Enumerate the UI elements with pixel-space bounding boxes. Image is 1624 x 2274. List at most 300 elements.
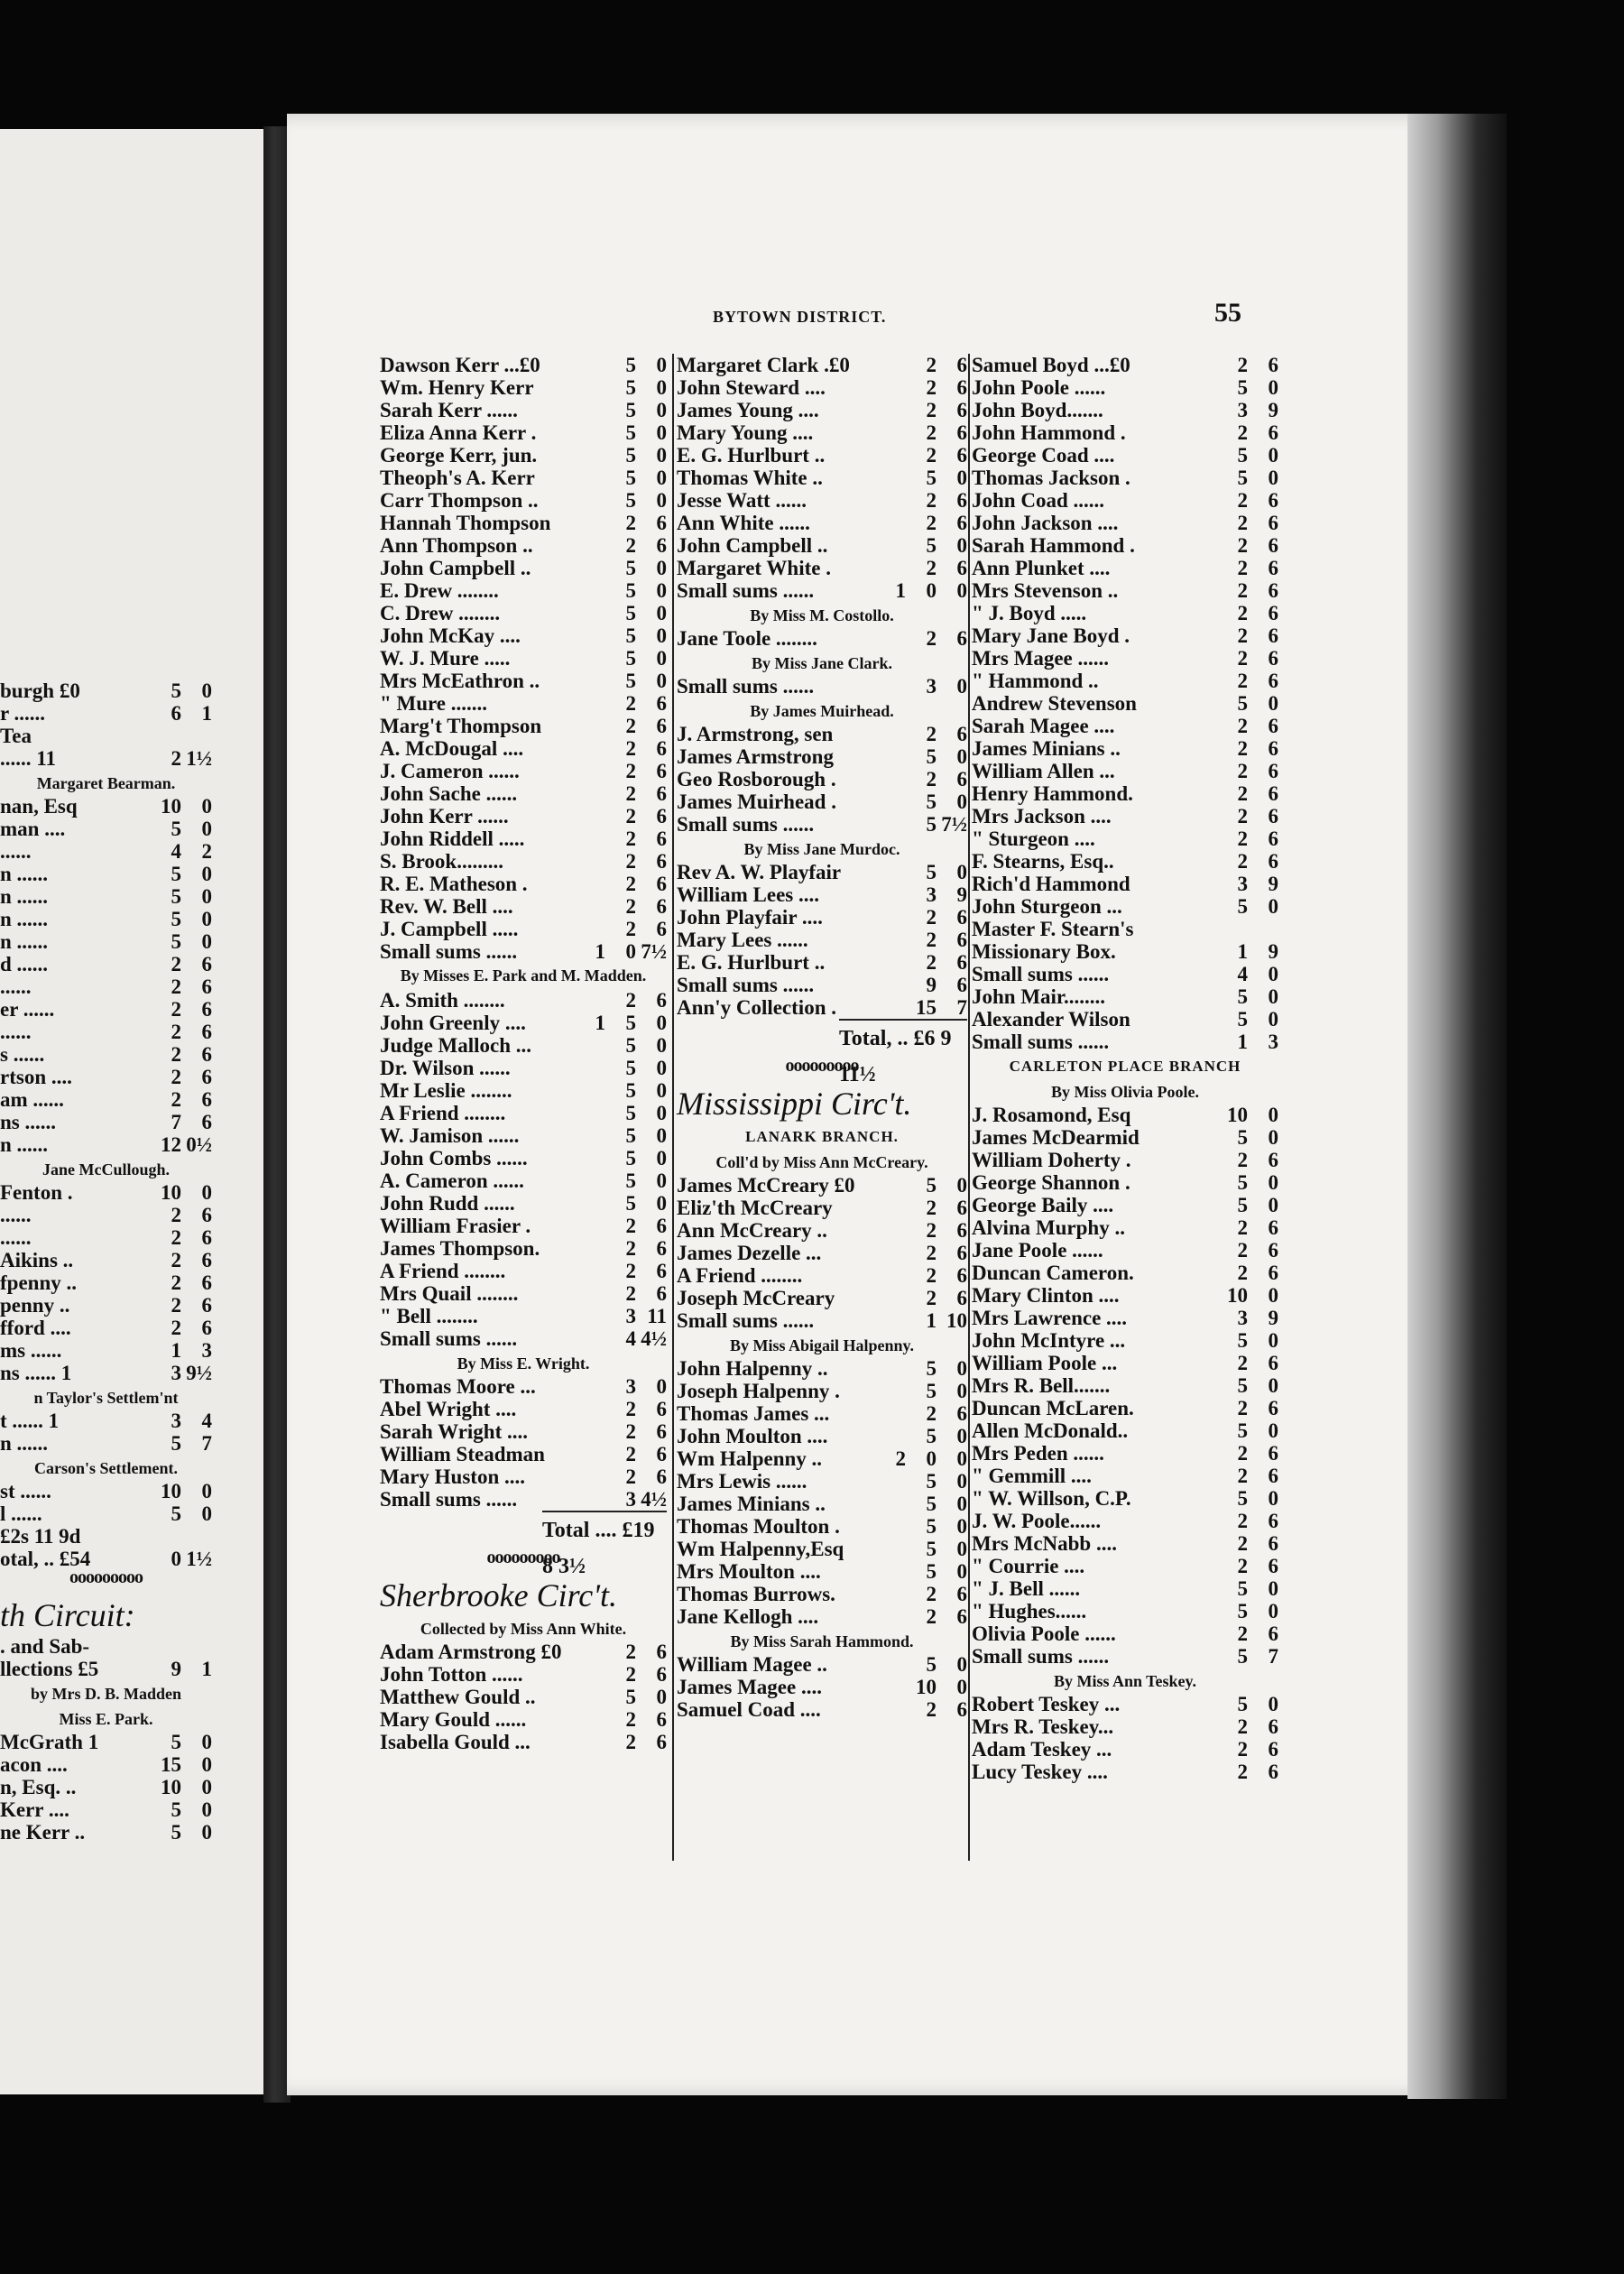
subscriber-row [677, 354, 967, 376]
subscriber-name: Small sums ...... [380, 1327, 518, 1350]
pounds-value [586, 399, 605, 421]
shillings-value: 2 [1237, 624, 1248, 647]
shillings-value: 5 [926, 1380, 937, 1402]
pounds-value [1197, 1262, 1217, 1284]
subscriber-name: John Kerr ...... [380, 805, 509, 827]
pence-value: 6 [1268, 1397, 1278, 1419]
pence-value: 0 [1268, 1419, 1278, 1442]
subscriber-name: J. Armstrong, sen [677, 723, 834, 745]
pounds-value [586, 1260, 605, 1282]
pence-value: 0 [1268, 1693, 1278, 1715]
subscriber-row [0, 1410, 212, 1432]
subscriber-name: W. J. Mure ..... [380, 647, 511, 670]
collector-heading: Miss E. Park. [59, 1710, 153, 1728]
pence-value: 0 [201, 1798, 212, 1821]
pounds-value [586, 1282, 605, 1305]
subscriber-row [972, 647, 1278, 670]
subscriber-row [972, 1487, 1278, 1510]
pounds-value [886, 376, 906, 399]
pounds-value [1197, 715, 1217, 737]
subscriber-row [972, 1352, 1278, 1374]
subscriber-name: John Boyd....... [972, 399, 1103, 421]
subscriber-row [380, 1488, 667, 1511]
pence-value: 6 [1268, 1442, 1278, 1465]
pounds-value [586, 1488, 605, 1511]
shillings-value: 5 [926, 1470, 937, 1493]
shillings-value: 1 [1237, 940, 1248, 963]
pounds-value [1197, 1693, 1217, 1715]
subscriber-name: James Minians .. [972, 737, 1121, 760]
subscriber-row [380, 354, 667, 376]
shillings-value: 5 [171, 1502, 181, 1525]
subscriber-name: John Mair........ [972, 985, 1106, 1008]
subscriber-name: er ...... [0, 998, 55, 1021]
shillings-value: 5 [625, 489, 636, 512]
pounds-value [586, 805, 605, 827]
pounds-value [1197, 1465, 1217, 1487]
pounds-value [886, 1357, 906, 1380]
shillings-value: 5 [1237, 692, 1248, 715]
subscriber-name: Mary Lees ...... [677, 929, 808, 951]
pounds-value [886, 790, 906, 813]
pounds-value [1197, 692, 1217, 715]
subscriber-row [380, 1708, 667, 1731]
subscriber-row [380, 805, 667, 827]
shillings-value: 2 [625, 1398, 636, 1420]
subscriber-name: ...... [0, 840, 32, 863]
shillings-value [151, 725, 181, 747]
subscriber-name: n ...... [0, 908, 49, 930]
shillings-value: 2 [1237, 1262, 1248, 1284]
subscriber-row [972, 760, 1278, 782]
pounds-value [886, 951, 906, 974]
shillings-value: 2 [625, 1663, 636, 1686]
pounds-value [1197, 1329, 1217, 1352]
collector-heading: Carson's Settlement. [34, 1459, 178, 1477]
subscriber-name: Mrs Lewis ...... [677, 1470, 807, 1493]
subscriber-name: A. McDougal .... [380, 737, 524, 760]
subscriber-name: Fenton . [0, 1181, 73, 1204]
subscriber-name: Samuel Coad .... [677, 1698, 821, 1721]
subscriber-name: ...... [0, 1021, 32, 1043]
pence-value: 6 [1268, 557, 1278, 579]
subscriber-row [0, 725, 212, 747]
subscriber-row [677, 1605, 967, 1628]
subscriber-row [0, 1432, 212, 1455]
pence-value: 6 [956, 723, 967, 745]
subscriber-name: Duncan Cameron. [972, 1262, 1134, 1284]
subscriber-name: Small sums ...... [972, 963, 1110, 985]
subscriber-name: John McIntyre ... [972, 1329, 1126, 1352]
subscriber-row [380, 827, 667, 850]
pence-value: 6 [201, 953, 212, 975]
subscriber-name: ns ...... 1 [0, 1362, 72, 1384]
subscriber-row [972, 1239, 1278, 1262]
pounds-value [886, 557, 906, 579]
pence-value: 6 [1268, 1532, 1278, 1555]
subscriber-row [0, 885, 212, 908]
subscriber-row [972, 1577, 1278, 1600]
subscriber-name: Marg't Thompson [380, 715, 542, 737]
pounds-value [886, 1560, 906, 1583]
pounds-value [1197, 827, 1217, 850]
subscriber-name: McGrath 1 [0, 1731, 99, 1753]
subscriber-row [677, 861, 967, 883]
shillings-value: 2 [625, 989, 636, 1012]
subscriber-row [380, 1057, 667, 1079]
pounds-value [586, 692, 605, 715]
pence-value: 6 [956, 1698, 967, 1721]
subscriber-name: Mary Young .... [677, 421, 814, 444]
subscriber-name: John McKay .... [380, 624, 521, 647]
shillings-value: 2 [625, 895, 636, 918]
shillings-value: 5 [926, 1538, 937, 1560]
subscriber-row [380, 782, 667, 805]
pence-value: 0 [201, 1753, 212, 1776]
subscriber-name: Lucy Teskey .... [972, 1761, 1108, 1783]
pence-value: 0 [201, 1480, 212, 1502]
pounds-value [586, 1057, 605, 1079]
pence-value: 0 [656, 624, 667, 647]
pounds-value [886, 512, 906, 534]
pence-value: 0 [956, 1357, 967, 1380]
subscriber-row [677, 974, 967, 996]
pence-value: 6 [1268, 1622, 1278, 1645]
shillings-value: 2 [1237, 1216, 1248, 1239]
shillings-value: 3 [625, 1305, 636, 1327]
shillings-value: 2 [1237, 1465, 1248, 1487]
ornament-divider: ooooooooo [486, 1548, 560, 1567]
subscriber-row [0, 747, 212, 770]
subscriber-row [380, 989, 667, 1012]
subscriber-row [972, 602, 1278, 624]
pounds-value [886, 1676, 906, 1698]
pence-value: 0 [656, 1057, 667, 1079]
pence-value: 6 [1268, 1465, 1278, 1487]
pence-value: 0 [656, 1079, 667, 1102]
pence-value: 6 [656, 737, 667, 760]
pence-value: 6 [956, 512, 967, 534]
pounds-value [886, 1309, 906, 1332]
subscriber-row [677, 1676, 967, 1698]
shillings-value: 9 [926, 974, 937, 996]
subscriber-name: Mrs McEathron .. [380, 670, 540, 692]
pence-value: 0 [201, 885, 212, 908]
subscriber-row [972, 1419, 1278, 1442]
subscriber-name: W. Jamison ...... [380, 1124, 520, 1147]
subscriber-row [380, 1192, 667, 1215]
pounds-value [1197, 489, 1217, 512]
pence-value: 7 [201, 1432, 212, 1455]
shillings-value: 2 [625, 873, 636, 895]
subscriber-name: " Hughes...... [972, 1600, 1087, 1622]
subscriber-name: r ...... [0, 702, 46, 725]
subscriber-name: ...... [0, 1226, 32, 1249]
subscriber-row [0, 1480, 212, 1502]
pence-value: 6 [956, 557, 967, 579]
subscriber-name: Jane Toole ........ [677, 627, 817, 650]
subscriber-row [972, 1645, 1278, 1668]
shillings-value: 2 [1237, 1352, 1248, 1374]
pounds-value [1197, 399, 1217, 421]
subscriber-name: William Allen ... [972, 760, 1115, 782]
shillings-value: 2 [1237, 602, 1248, 624]
subscriber-name: Abel Wright .... [380, 1398, 517, 1420]
pence-value: 0 [656, 579, 667, 602]
pence-value: 6 [956, 929, 967, 951]
subscriber-row [0, 702, 212, 725]
pounds-value [586, 1731, 605, 1753]
pence-value: 6 [1268, 1262, 1278, 1284]
subscriber-name: " W. Willson, C.P. [972, 1487, 1131, 1510]
pence-value: 6 [956, 768, 967, 790]
pounds-value [586, 895, 605, 918]
pence-value [181, 725, 212, 747]
subscriber-name: Allen McDonald.. [972, 1419, 1129, 1442]
subscriber-row [972, 1510, 1278, 1532]
pence-value: 6 [1268, 1510, 1278, 1532]
subscriber-name: Ann White ...... [677, 512, 810, 534]
pence-value: 6 [656, 805, 667, 827]
shillings-value: 2 [926, 399, 937, 421]
subscriber-name: Mrs Jackson .... [972, 805, 1112, 827]
pence-value: 6 [1268, 670, 1278, 692]
pence-value: 6 [956, 1583, 967, 1605]
subscriber-row [0, 1294, 212, 1317]
subscriber-name: Small sums ...... [972, 1645, 1110, 1668]
collector-heading: Margaret Bearman. [36, 774, 176, 792]
subscriber-name: " Hammond .. [972, 670, 1099, 692]
pounds-value [1197, 624, 1217, 647]
pence-value: 0 [656, 376, 667, 399]
subscriber-row [677, 813, 967, 836]
subscriber-name: Ann'y Collection . [677, 996, 836, 1019]
subscriber-row [677, 1653, 967, 1676]
shillings-value: 2 [625, 782, 636, 805]
pence-value: 6 [656, 1237, 667, 1260]
subscriber-row [0, 1088, 212, 1111]
branch-heading: LANARK BRANCH. [745, 1128, 899, 1145]
pounds-value [1197, 940, 1217, 963]
pence-value: 6 [201, 1204, 212, 1226]
pence-value: 0 [956, 1447, 967, 1470]
subscriber-row [380, 489, 667, 512]
pence-value: 6 [1268, 624, 1278, 647]
subscriber-row [0, 1226, 212, 1249]
pence-value: 0 [201, 795, 212, 818]
pounds-value [1197, 1487, 1217, 1510]
pence-value: 0 [956, 467, 967, 489]
pounds-value [886, 1402, 906, 1425]
pence-value: 6 [956, 421, 967, 444]
pence-value: 1½ [186, 1548, 212, 1570]
subscriber-row [677, 579, 967, 602]
pounds-value [586, 512, 605, 534]
shillings-value: 2 [1237, 827, 1248, 850]
shillings-value: 3 [926, 675, 937, 698]
shillings-value: 2 [1237, 670, 1248, 692]
subscriber-row [380, 1375, 667, 1398]
pence-value: 0 [956, 1653, 967, 1676]
subscriber-name: Robert Teskey ... [972, 1693, 1121, 1715]
pence-value: 0 [656, 602, 667, 624]
subscriber-row [972, 1194, 1278, 1216]
pence-value: 0 [656, 444, 667, 467]
subscriber-row [380, 647, 667, 670]
pence-value: 6 [1268, 579, 1278, 602]
shillings-value: 2 [926, 489, 937, 512]
pence-value: 0 [201, 1181, 212, 1204]
subscriber-name: J. Rosamond, Esq [972, 1104, 1131, 1126]
pence-value: 0 [1268, 895, 1278, 918]
shillings-value: 5 [625, 1079, 636, 1102]
pounds-value [886, 1197, 906, 1219]
pounds-value [1197, 1216, 1217, 1239]
shillings-value: 2 [926, 1583, 937, 1605]
shillings-value: 2 [926, 1219, 937, 1242]
shillings-value: 2 [171, 1226, 181, 1249]
shillings-value: 10 [1227, 1284, 1248, 1307]
pence-value: 6 [656, 534, 667, 557]
pence-value: 0 [956, 790, 967, 813]
pence-value: 11 [647, 1305, 667, 1327]
shillings-value: 2 [1237, 1510, 1248, 1532]
subscriber-row [380, 444, 667, 467]
pence-value: 0 [1268, 1487, 1278, 1510]
shillings-value: 2 [1237, 421, 1248, 444]
circuit-heading: th Circuit: [0, 1597, 135, 1633]
pounds-value [1197, 1031, 1217, 1053]
subscriber-row [972, 692, 1278, 715]
shillings-value: 5 [625, 1147, 636, 1169]
subscriber-row [972, 1600, 1278, 1622]
subscriber-row [380, 467, 667, 489]
pence-value: 0 [201, 679, 212, 702]
shillings-value: 5 [926, 1653, 937, 1676]
pence-value: 3 [201, 1339, 212, 1362]
pence-value: 10 [946, 1309, 967, 1332]
subscriber-row [972, 1622, 1278, 1645]
subscriber-name: Thomas James ... [677, 1402, 830, 1425]
subscriber-row [380, 918, 667, 940]
subscriber-name: Sarah Kerr ...... [380, 399, 518, 421]
pounds-value [586, 376, 605, 399]
shillings-value: 5 [926, 1174, 937, 1197]
shillings-value: 5 [625, 1057, 636, 1079]
subscriber-row [677, 768, 967, 790]
pounds-value [1197, 1307, 1217, 1329]
subscriber-row [972, 1284, 1278, 1307]
shillings-value: 2 [1237, 489, 1248, 512]
pence-value: 6 [956, 627, 967, 650]
pounds-value [886, 675, 906, 698]
shillings-value: 1 [171, 1339, 181, 1362]
subscriber-row [0, 795, 212, 818]
subscriber-row [972, 467, 1278, 489]
pounds-value [1197, 805, 1217, 827]
pence-value: 0 [1268, 1008, 1278, 1031]
shillings-value: 2 [1237, 1239, 1248, 1262]
subscriber-row [972, 895, 1278, 918]
pence-value: 0 [956, 1515, 967, 1538]
subscriber-row [972, 1149, 1278, 1171]
pence-value: 6 [656, 850, 667, 873]
subscriber-name: Mrs Stevenson .. [972, 579, 1119, 602]
subscriber-name: John Sache ...... [380, 782, 518, 805]
shillings-value: 3 [926, 883, 937, 906]
shillings-value: 5 [625, 624, 636, 647]
subscriber-row [0, 1798, 212, 1821]
pounds-value [586, 827, 605, 850]
pounds-value [886, 1287, 906, 1309]
subscriber-row [0, 818, 212, 840]
pence-value: 6 [1268, 760, 1278, 782]
pounds-value [1197, 873, 1217, 895]
collector-heading: By Miss E. Wright. [457, 1354, 590, 1373]
subscriber-row [0, 1525, 212, 1548]
subscriber-name: burgh £0 [0, 679, 80, 702]
shillings-value: 10 [1227, 1104, 1248, 1126]
pence-value: 0 [1268, 985, 1278, 1008]
subscriber-row [972, 1397, 1278, 1419]
subscriber-row [972, 715, 1278, 737]
shillings-value: 2 [625, 1641, 636, 1663]
pounds-value [886, 1380, 906, 1402]
shillings-value: 2 [926, 557, 937, 579]
subscriber-row [972, 1104, 1278, 1126]
subscriber-row [677, 444, 967, 467]
pounds-value [886, 534, 906, 557]
pence-value: 7 [956, 996, 967, 1019]
pounds-value [886, 813, 906, 836]
subscriber-row [677, 1219, 967, 1242]
subscriber-row [380, 1147, 667, 1169]
pence-value: 0 [1268, 1374, 1278, 1397]
pence-value: 6 [656, 1398, 667, 1420]
column-rule [968, 354, 970, 1861]
subscriber-name: Wm. Henry Kerr [380, 376, 534, 399]
subscriber-name: A Friend ........ [380, 1260, 506, 1282]
pence-value: 7½ [941, 813, 967, 836]
pounds-value [886, 1264, 906, 1287]
subscriber-row [677, 1425, 967, 1447]
subscriber-name: John Jackson .... [972, 512, 1119, 534]
pounds-value [586, 602, 605, 624]
pence-value: 0 [656, 647, 667, 670]
pence-value: 0 [956, 579, 967, 602]
branch-heading: CARLETON PLACE BRANCH [1009, 1058, 1241, 1075]
pounds-value [586, 467, 605, 489]
subscriber-row [380, 1443, 667, 1465]
pounds-value [586, 1124, 605, 1147]
pence-value: 0 [656, 1102, 667, 1124]
subscriber-row [677, 906, 967, 929]
shillings-value: 0 [625, 940, 636, 963]
subscriber-row [380, 1465, 667, 1488]
shillings-value: 2 [625, 1731, 636, 1753]
pounds-value [586, 444, 605, 467]
pence-value: 6 [1268, 1149, 1278, 1171]
shillings-value: 3 [171, 1362, 181, 1384]
subscriber-row [972, 670, 1278, 692]
subscriber-name: William Frasier . [380, 1215, 531, 1237]
subscriber-name: John Playfair .... [677, 906, 823, 929]
shillings-value: 5 [926, 1515, 937, 1538]
pounds-value [586, 557, 605, 579]
subscriber-row [0, 1776, 212, 1798]
pence-value: 0 [201, 863, 212, 885]
pence-value: 0 [656, 354, 667, 376]
